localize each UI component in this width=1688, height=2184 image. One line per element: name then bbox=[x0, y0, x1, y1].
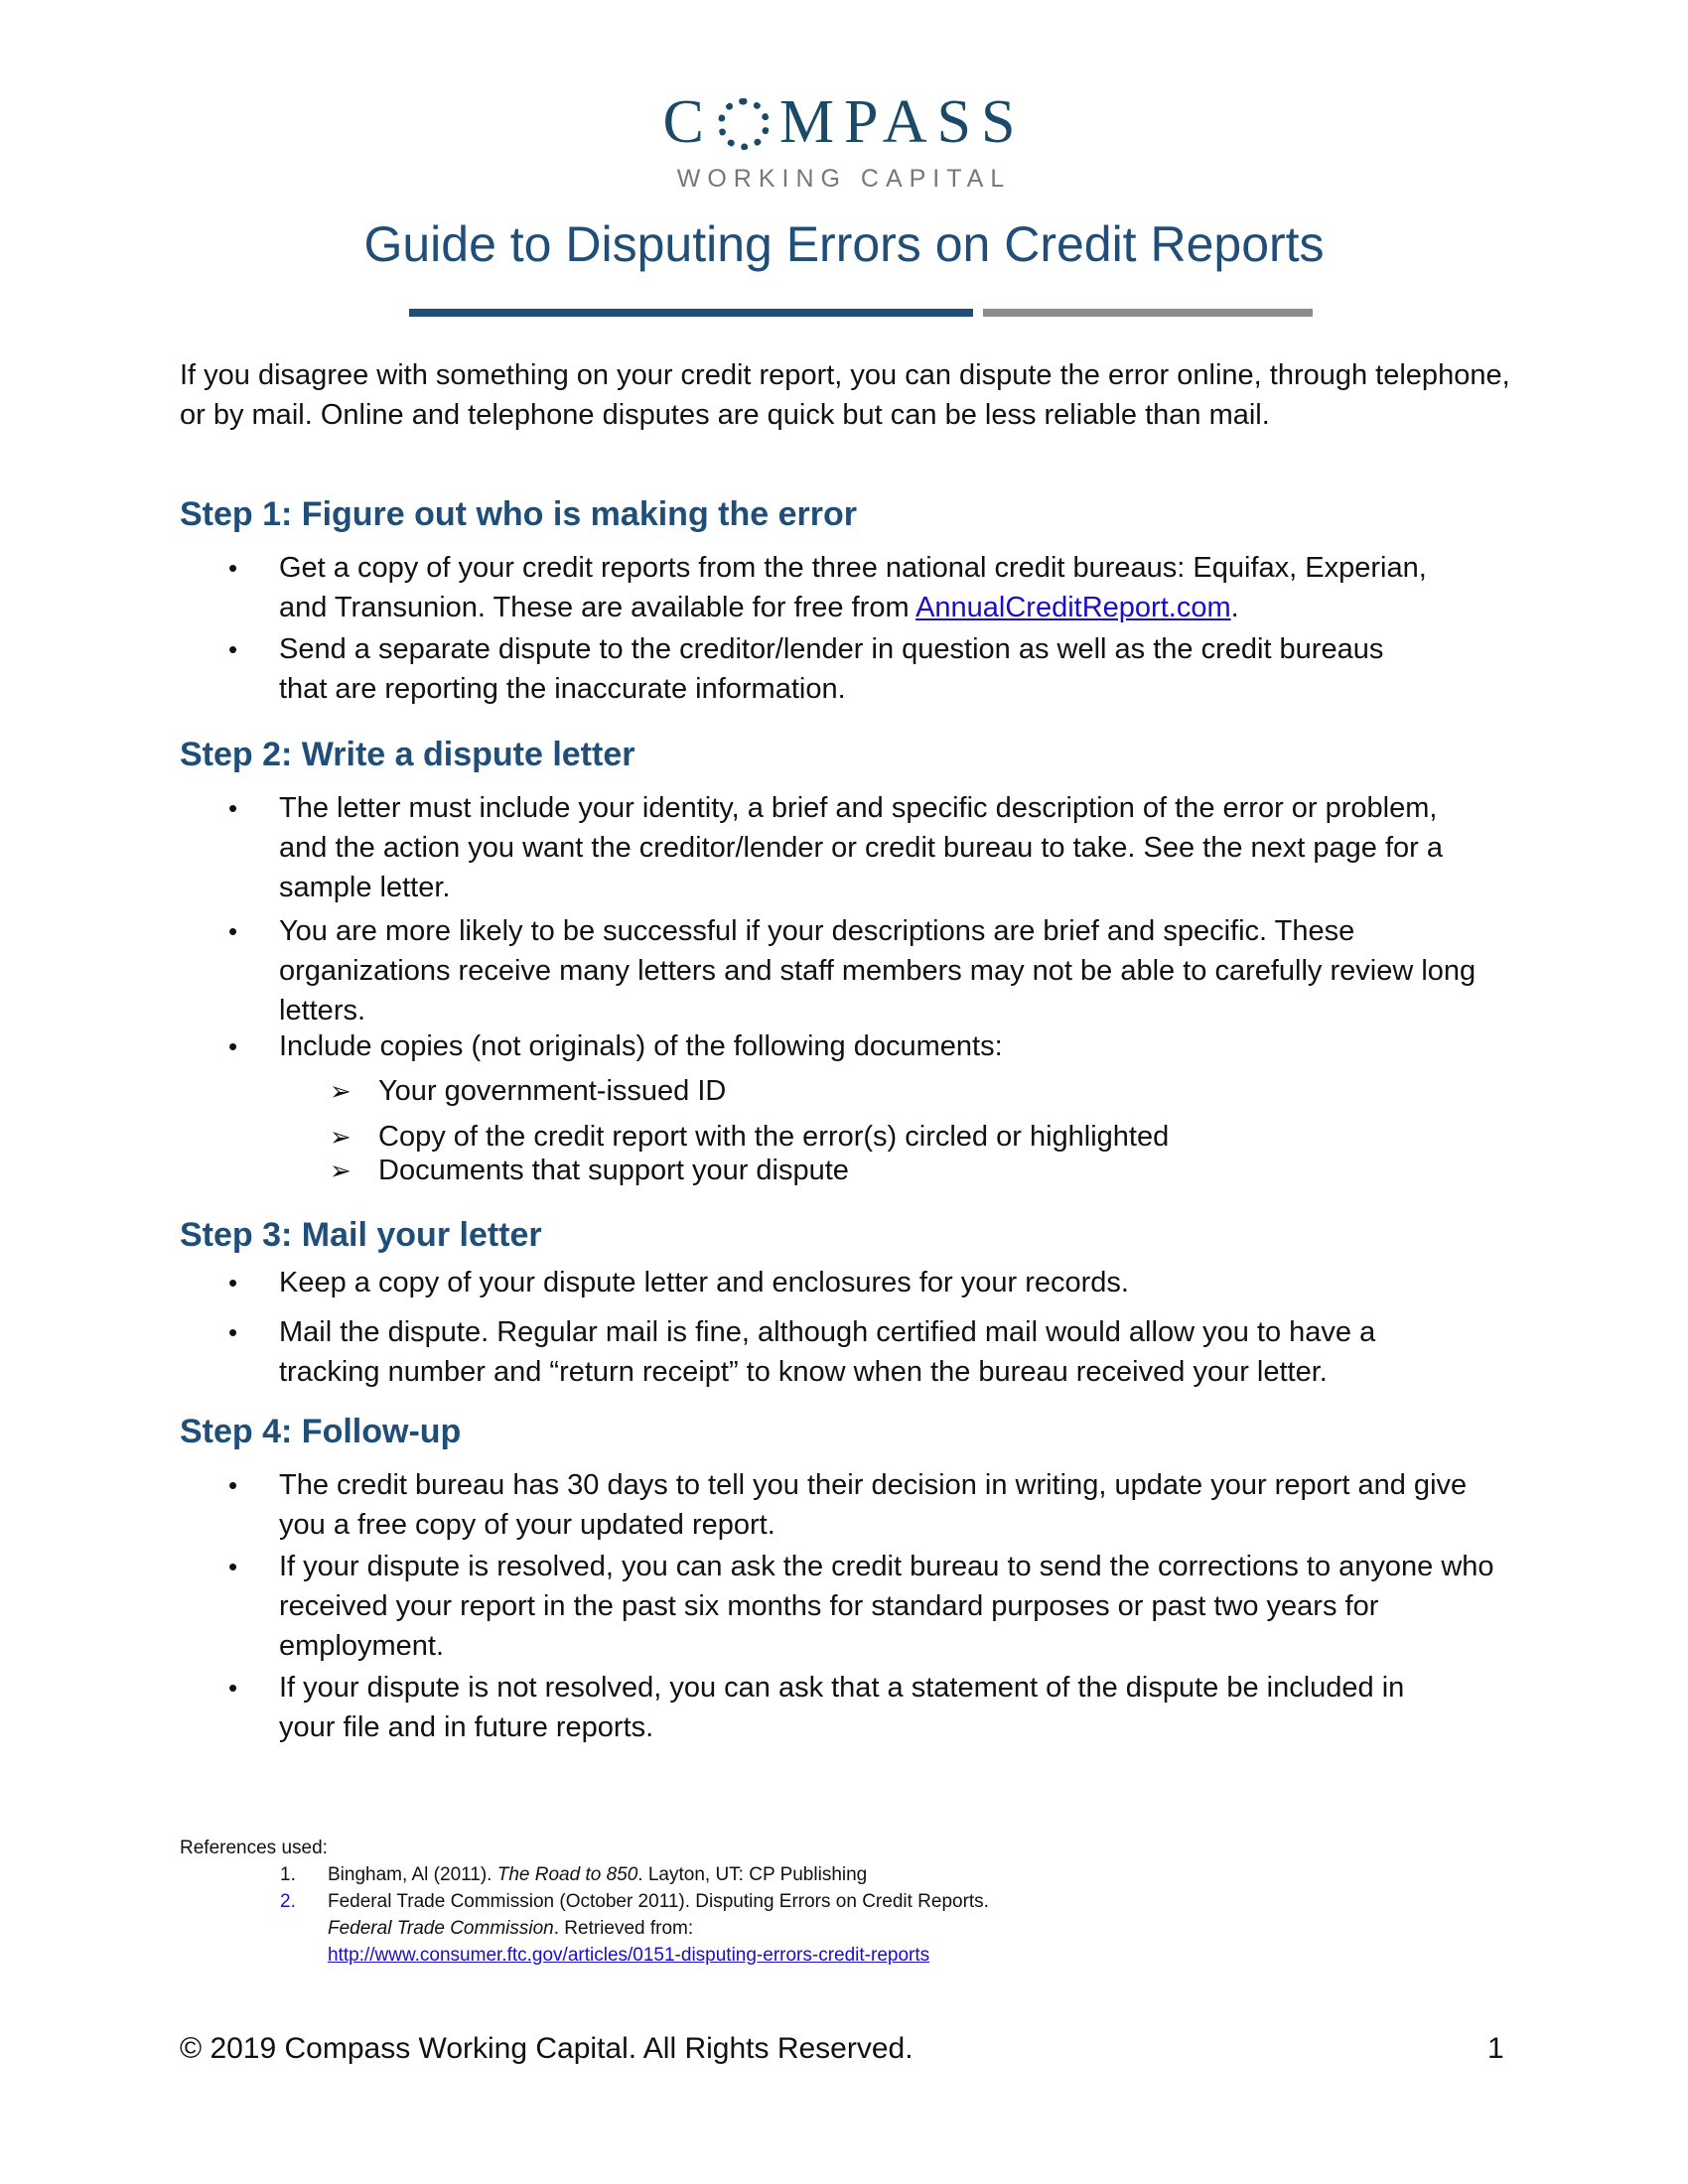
step-4-heading: Step 4: Follow-up bbox=[180, 1413, 462, 1450]
sub-item-text: Copy of the credit report with the error(s) circled or highlighted bbox=[378, 1121, 1170, 1153]
logo-subtitle: WORKING CAPITAL bbox=[676, 165, 1012, 193]
reference-number: 2. bbox=[280, 1891, 296, 1912]
references-label: References used: bbox=[180, 1838, 328, 1858]
document-page: C MPASS WORKING CAPITAL Guide to Disputing Errors on Credit Reports If you disagree with something on your credit report, you can dispute the error online, through telephone, or by mail. Online and telephone disputes are quick but can be less reliable than mail. Step 1: Figure out who is making the error • Get a copy of your credit reports from the three national credit bureaus: Equifax, Experian, and Transunion. These are available for free from AnnualCreditReport.com. • Send a separate dispute to the creditor/lender in question as well as the credit bureaus that are reporting the inaccurate information. Step 2: Write a dispute letter • The letter must include your identity, a brief and specific description of the error or problem, and the action you want the creditor/lender or credit bureau to take. See the next page for a sample letter. • You are more likely to be successful if your descriptions are brief and specific. These organizations receive many letters and staff members may not be able to carefully review long letters. • Include copies (not originals) of the following documents: ➢ Your government-issued ID ➢ Copy of the credit report with the error(s) circled or highlighted ➢ Documents that support your dispute Step 3: Mail your letter • Keep a copy of your dispute letter and enclosures for your records. • Mail the dispute. Regular mail is fine, although certified mail would allow you to have a tracking number and “return receipt” to know when the bureau received your letter. Step 4: Follow-up • The credit bureau has 30 days to tell you their decision in writing, update your report and give you a free copy of your updated report. • If your dispute is resolved, you can ask the credit bureau to send the corrections to anyone who received your report in the past six months for standard purposes or past two years for employment. • If your dispute is not resolved, you can ask that a statement of the dispute be included in your file and in future reports. References used: 1. Bingham, Al (2011). The Road to 850. Layton, UT: CP Publishing 2. Federal Trade Commission (October 2011). Disputing Errors on Credit Reports. Federal Trade Commission. Retrieved from: http://www.consumer.ftc.gov/articles/0151-disputing-errors-credit-reports © 2019 Compass Working Capital. All Rights Reserved. 1 bbox=[0, 0, 1688, 2184]
bullet-text: Keep a copy of your dispute letter and enclosures for your records. bbox=[279, 1267, 1129, 1298]
step-1-heading: Step 1: Figure out who is making the error bbox=[180, 495, 857, 533]
reference-number: 1. bbox=[280, 1864, 296, 1885]
sub-item-text: Documents that support your dispute bbox=[378, 1155, 849, 1186]
title-rule-blue bbox=[409, 309, 973, 317]
arrow-bullet-icon: ➢ bbox=[330, 1122, 352, 1152]
logo-letter-c: C bbox=[662, 88, 714, 156]
ftc-article-link[interactable]: http://www.consumer.ftc.gov/articles/0151-disputing-errors-credit-reports bbox=[328, 1945, 930, 1966]
bullet-icon: • bbox=[228, 1552, 238, 1581]
bullet-icon: • bbox=[228, 634, 238, 664]
bullet-text: The credit bureau has 30 days to tell you their decision in writing, update your report and give you a free copy of your updated report. bbox=[279, 1469, 1468, 1541]
bullet-icon: • bbox=[228, 1031, 238, 1061]
bullet-text: If your dispute is resolved, you can ask the credit bureau to send the corrections to anyone who received your report in the past six months for standard purposes or past two years for employment. bbox=[279, 1551, 1494, 1662]
annualcreditreport-link[interactable]: AnnualCreditReport.com bbox=[915, 592, 1231, 623]
compass-o-icon bbox=[718, 98, 770, 150]
arrow-bullet-icon: ➢ bbox=[330, 1076, 352, 1106]
bullet-text: Send a separate dispute to the creditor/lender in question as well as the credit bureaus that are reporting the inaccurate information. bbox=[279, 633, 1384, 705]
reference-source-title: Federal Trade Commission bbox=[328, 1918, 554, 1939]
compass-logo bbox=[0, 88, 1688, 193]
bullet-text: You are more likely to be successful if your descriptions are brief and specific. These organizations receive many letters and staff members may not be able to carefully review long letters. bbox=[279, 915, 1477, 1026]
bullet-icon: • bbox=[228, 793, 238, 823]
bullet-icon: • bbox=[228, 1673, 238, 1703]
bullet-text: Get a copy of your credit reports from the three national credit bureaus: Equifax, Experian, and Transunion. These are available for free from bbox=[279, 552, 1427, 623]
copyright-footer: © 2019 Compass Working Capital. All Rights Reserved. bbox=[180, 2032, 914, 2065]
sub-item-text: Your government-issued ID bbox=[378, 1075, 727, 1107]
intro-paragraph: If you disagree with something on your credit report, you can dispute the error online, through telephone, or by mail. Online and telephone disputes are quick but can be less reliable than mail. bbox=[180, 359, 1510, 431]
bullet-icon: • bbox=[228, 1317, 238, 1347]
step-3-heading: Step 3: Mail your letter bbox=[180, 1216, 542, 1254]
bullet-icon: • bbox=[228, 553, 238, 583]
bullet-icon: • bbox=[228, 1268, 238, 1297]
arrow-bullet-icon: ➢ bbox=[330, 1156, 352, 1185]
bullet-icon: • bbox=[228, 916, 238, 946]
logo-letters-mpass: MPASS bbox=[778, 88, 1026, 156]
reference-book-title: The Road to 850 bbox=[496, 1864, 638, 1885]
bullet-text: Mail the dispute. Regular mail is fine, although certified mail would allow you to have a tracking number and “return receipt” to know when the bureau received your letter. bbox=[279, 1316, 1376, 1388]
reference-text: Federal Trade Commission (October 2011). Disputing Errors on Credit Reports. bbox=[328, 1891, 989, 1912]
bullet-icon: • bbox=[228, 1470, 238, 1500]
logo-wordmark bbox=[662, 88, 1026, 156]
title-rule-gray bbox=[983, 309, 1313, 317]
page-number: 1 bbox=[1487, 2032, 1504, 2065]
bullet-text: The letter must include your identity, a brief and specific description of the error or problem, and the action you want the creditor/lender or credit bureau to take. See the next page for a sample letter. bbox=[279, 792, 1444, 903]
page-title: Guide to Disputing Errors on Credit Reports bbox=[363, 216, 1325, 272]
bullet-text: If your dispute is not resolved, you can ask that a statement of the dispute be included in your file and in future reports. bbox=[279, 1672, 1405, 1743]
bullet-text: Include copies (not originals) of the following documents: bbox=[279, 1030, 1003, 1062]
step-2-heading: Step 2: Write a dispute letter bbox=[180, 736, 635, 773]
